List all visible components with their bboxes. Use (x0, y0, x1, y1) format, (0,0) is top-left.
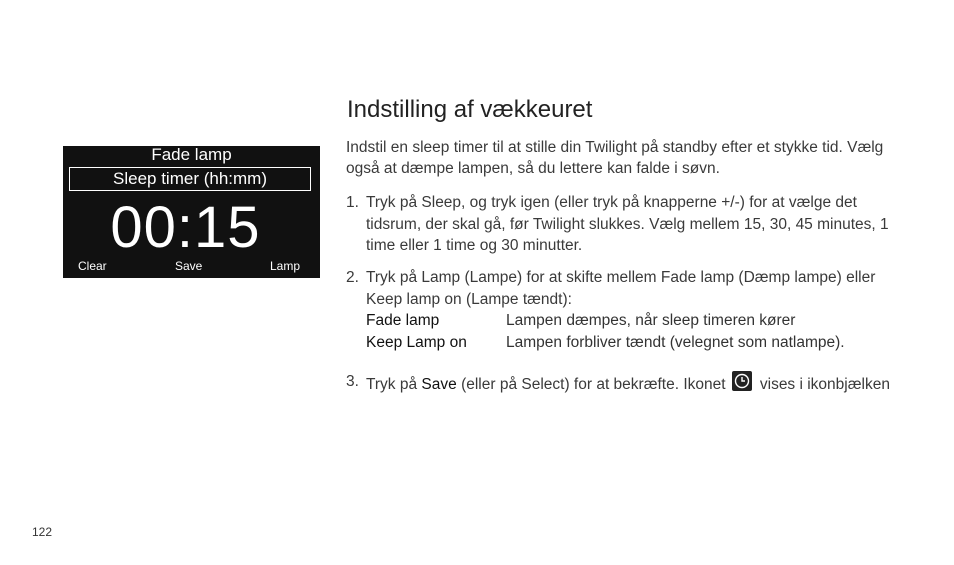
display-menu-item: Fade lamp (151, 145, 232, 164)
step-text-after: vises i ikonbjælken (755, 376, 890, 393)
page-title: Indstilling af vækkeuret (347, 96, 593, 123)
option-description: Lampen forbliver tændt (velegnet som natlampe). (506, 333, 845, 351)
option-row (366, 310, 906, 332)
step-3 (346, 371, 906, 396)
intro-paragraph: Indstil en sleep timer til at stille din Twilight på standby efter et stykke tid. Vælg også at dæmpe lampen, så du lettere kan falde i søvn. (346, 139, 884, 177)
step-text: Tryk på Sleep, og tryk igen (eller tryk på knapperne +/-) for at vælge det tidsrum, der skal gå, før Twilight slukkes. Vælg mellem 15, 30, 45 minutes, 1 time eller 1 time og 30 minutter. (366, 194, 889, 254)
step-body (366, 371, 906, 396)
option-row (366, 332, 906, 354)
page-number: 122 (32, 525, 53, 539)
softkey-save: Save (175, 259, 203, 273)
step-number: 1. (346, 194, 359, 211)
option-name: Keep Lamp on (366, 333, 467, 351)
step-number: 3. (346, 373, 359, 390)
step-text: Tryk på Lamp (Lampe) for at skifte mellem Fade lamp (Dæmp lampe) eller Keep lamp on (Lampe tændt): (366, 269, 876, 308)
step-term: Save (421, 376, 457, 393)
softkey-lamp: Lamp (269, 259, 300, 273)
step-text-before: Tryk på (366, 376, 422, 393)
option-description: Lampen dæmpes, når sleep timeren kører (506, 312, 796, 329)
step-text-middle: (eller på Select) for at bekræfte. Ikonet (456, 376, 726, 393)
step-body (366, 267, 906, 353)
display-menu-selected: Sleep timer (hh:mm) (69, 167, 311, 191)
display-time: 00:15 (110, 195, 261, 260)
device-display (63, 146, 320, 278)
step-1 (346, 192, 906, 257)
step-2 (346, 267, 906, 353)
step-number: 2. (346, 269, 359, 286)
softkey-clear: Clear (78, 259, 107, 273)
option-name: Fade lamp (366, 312, 440, 329)
clock-icon (732, 371, 752, 391)
